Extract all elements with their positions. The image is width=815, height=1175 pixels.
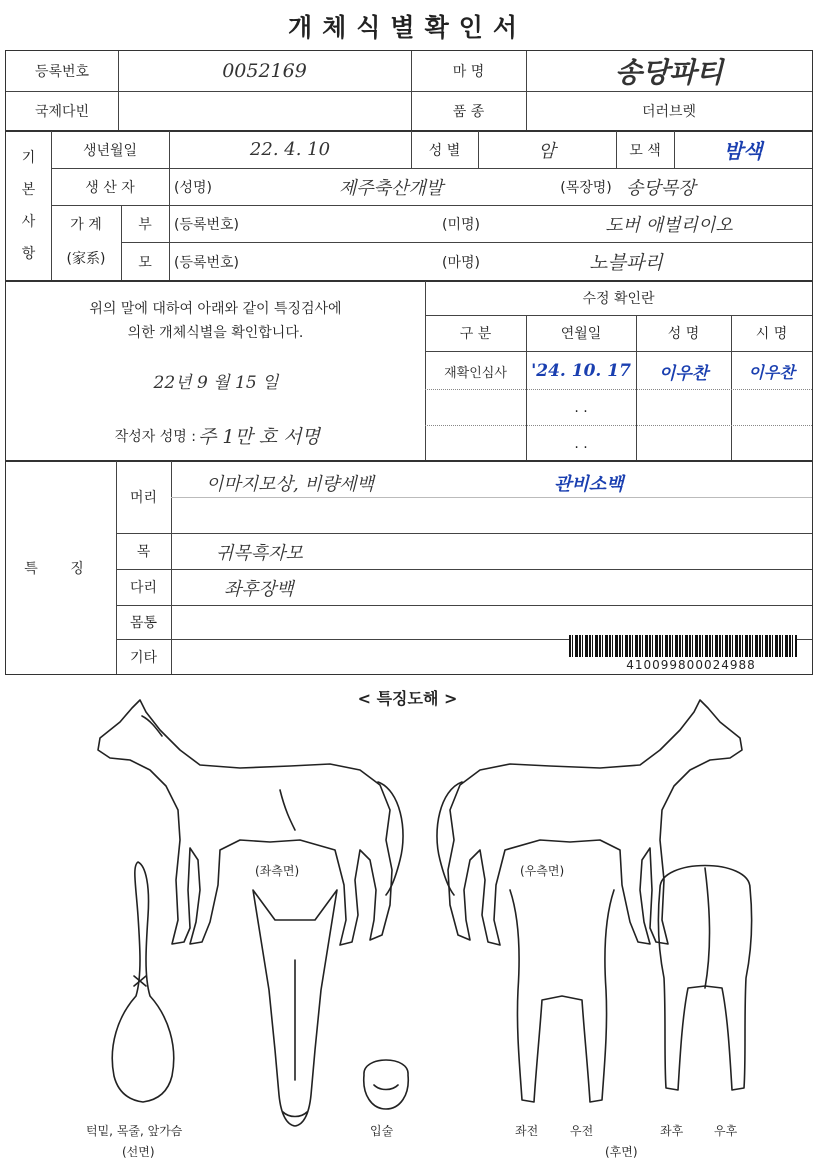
left-front-label: 좌전	[515, 1124, 539, 1138]
sire-reg-label: (등록번호)	[174, 216, 240, 233]
muzzle-label: 입술	[370, 1124, 394, 1138]
farm-value: 송당목장	[626, 177, 696, 199]
reg-no-value: 0052169	[222, 60, 307, 82]
producer-name-label: (성명)	[174, 179, 212, 196]
sex-value: 암	[538, 140, 556, 162]
dam-name-label: (마명)	[442, 254, 480, 271]
head-value: 이마지모상, 비량세백	[206, 474, 374, 495]
breed-label: 품 종	[452, 104, 485, 120]
dam-reg-label: (등록번호)	[174, 254, 240, 271]
breed-value: 더러브렛	[641, 104, 697, 120]
right-front-label: 우전	[570, 1124, 594, 1138]
color-value: 밤색	[723, 139, 763, 163]
horse-name-label: 마 명	[452, 64, 485, 80]
document-title: 개체식별확인서	[287, 13, 528, 42]
leg-value: 좌후장백	[224, 579, 294, 600]
horse-name-value: 송당파티	[614, 56, 724, 89]
front-label: (선면)	[122, 1145, 155, 1159]
neck-value: 귀목흑자모	[216, 543, 303, 564]
amend-col-sign: 시 명	[755, 326, 788, 342]
pedigree-label: 가 계	[70, 217, 102, 233]
statement-line2: 의한 개체식별을 확인합니다.	[127, 325, 304, 341]
amend-row3-date: . .	[574, 436, 588, 452]
sire-label: 부	[138, 216, 152, 233]
horse-face-drawing	[245, 880, 345, 1130]
statement-line1: 위의 말에 대하여 아래와 같이 특징검사에	[89, 301, 342, 317]
neck-label: 목	[136, 544, 151, 560]
amend-row1-date: '24. 10. 17	[531, 361, 631, 381]
head-label: 머리	[129, 490, 158, 506]
sex-label: 성 별	[428, 142, 461, 159]
reg-no-label: 등록번호	[34, 64, 90, 80]
farm-label: (목장명)	[560, 179, 612, 196]
left-side-label: (좌측면)	[255, 864, 300, 878]
diagram-title: < 특징도해 >	[357, 689, 458, 708]
sire-name-label: (미명)	[442, 216, 480, 233]
etc-label: 기타	[129, 649, 158, 666]
body-label: 몸통	[129, 615, 158, 631]
basic-section-label-1: 기	[21, 150, 36, 166]
features-table	[5, 460, 813, 675]
writer-value: 주 1만 호 서명	[198, 425, 320, 448]
amend-row1-name: 이우찬	[658, 363, 709, 384]
basic-section-label-3: 사	[21, 214, 36, 230]
confirm-date: 22년 9 월 15 일	[153, 372, 279, 393]
amend-title: 수정 확인란	[582, 291, 655, 307]
info-table	[5, 50, 813, 132]
pedigree-sub: (家系)	[66, 251, 106, 267]
basic-section-label-2: 본	[21, 182, 36, 198]
amend-col-date: 연월일	[560, 326, 602, 342]
right-side-label: (우측면)	[520, 864, 565, 878]
amend-col-name: 성 명	[667, 326, 700, 342]
basic-table	[5, 130, 813, 282]
amend-row1-type: 재확인심사	[444, 365, 507, 381]
barcode-number: 410099800024988	[626, 658, 756, 672]
horse-rear-drawing	[650, 848, 760, 1118]
intl-label: 국제다빈	[34, 104, 90, 120]
head-extra: 관비소백	[554, 474, 624, 495]
confirm-block	[5, 280, 813, 462]
horse-muzzle-drawing	[356, 1045, 416, 1115]
dam-name-value: 노블파리	[589, 252, 663, 274]
features-section-label: 특 징	[24, 560, 98, 577]
dam-label: 모	[138, 254, 152, 271]
producer-label: 생 산 자	[85, 179, 135, 196]
barcode	[569, 635, 797, 657]
amend-row2-date: . .	[574, 400, 588, 416]
horse-underside-drawing	[88, 856, 198, 1106]
writer-label: 작성자 성명 :	[114, 429, 196, 445]
basic-section-label-4: 항	[21, 246, 36, 262]
leg-label: 다리	[129, 580, 158, 596]
right-hind-label: 우후	[714, 1124, 738, 1138]
horse-front-legs-drawing	[500, 880, 630, 1120]
left-hind-label: 좌후	[660, 1124, 684, 1138]
birth-label: 생년월일	[82, 142, 138, 159]
amend-row1-sign: 이우찬	[748, 362, 795, 382]
sire-name-value: 도버 애벌리이오	[605, 214, 733, 236]
producer-name-value: 제주축산개발	[338, 177, 444, 199]
color-label: 모 색	[629, 142, 661, 159]
birth-value: 22. 4. 10	[249, 139, 331, 160]
under-label: 턱밑, 목줄, 앞가슴	[86, 1124, 183, 1138]
rear-label: (후면)	[605, 1145, 638, 1159]
amend-col-type: 구 분	[459, 326, 492, 342]
